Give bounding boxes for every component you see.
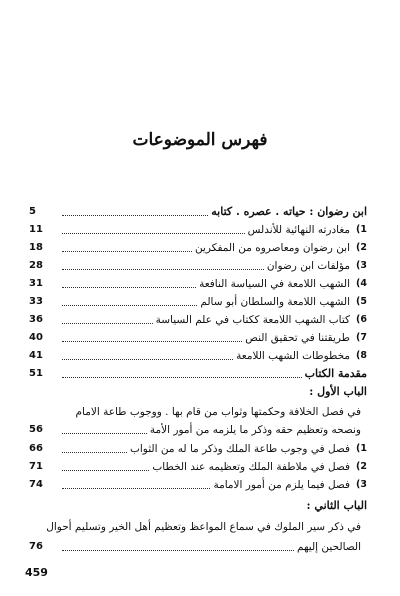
- entry-number: 3): [356, 260, 367, 271]
- entry-title: الشهب اللامعة والسلطان أبو سالم: [200, 296, 351, 308]
- entry-text: في ذكر سير الملوك في سماع المواعظ وتعظيم أهل الخير وتسليم أحوال: [46, 521, 361, 533]
- entry-title: ابن رضوان ومعاصروه من المفكرين: [194, 242, 351, 254]
- dot-leader: [62, 341, 242, 342]
- entry-title: فصل في ملاطفة الملك وتعظيمه عند الخطاب: [152, 461, 351, 473]
- entry-text: الصالحين إليهم: [296, 541, 361, 553]
- entry-title: مقدمة الكتاب: [304, 367, 367, 380]
- dot-leader: [62, 305, 197, 306]
- entry-number: 2): [356, 461, 367, 472]
- page-ref: 66: [29, 443, 43, 454]
- page-ref: 5: [29, 206, 36, 217]
- toc-entry: [29, 202, 367, 219]
- dot-leader: [62, 488, 210, 489]
- toc-entry: [29, 292, 367, 309]
- toc-entry: [29, 364, 367, 381]
- dot-leader: [62, 359, 233, 360]
- toc-entry: [29, 256, 367, 273]
- toc-entry: [29, 220, 367, 237]
- entry-number: 1): [356, 443, 367, 454]
- toc-entry: [29, 475, 367, 492]
- page-ref: 40: [29, 332, 43, 343]
- dot-leader: [62, 377, 302, 378]
- dot-leader: [62, 251, 192, 252]
- entry-number: 7): [356, 332, 367, 343]
- entry-number: 3): [356, 479, 367, 490]
- entry-number: 4): [356, 278, 367, 289]
- page-ref: 51: [29, 368, 43, 379]
- entry-text: في فصل الخلافة وحكمتها وثواب من قام بها . ووجوب طاعة الامام: [75, 406, 361, 418]
- entry-title: فصل فيما يلزم من أمور الامامة: [213, 479, 351, 491]
- dot-leader: [62, 215, 208, 216]
- page-title: فهرس الموضوعات: [132, 130, 268, 150]
- entry-title: مخطوطات الشهب اللامعة: [236, 350, 351, 362]
- toc-entry-line: [29, 517, 367, 534]
- page-ref: 36: [29, 314, 43, 325]
- section-title: الباب الثاني :: [306, 499, 367, 512]
- page-ref: 33: [29, 296, 43, 307]
- entry-title: طريقتنا في تحقيق النص: [245, 332, 351, 344]
- entry-title: الشهب اللامعة في السياسة النافعة: [199, 278, 351, 290]
- dot-leader: [62, 323, 153, 324]
- toc-entry-line: [29, 402, 367, 419]
- toc-entry: [29, 328, 367, 345]
- dot-leader: [62, 550, 294, 551]
- dot-leader: [62, 470, 149, 471]
- section-heading: [29, 496, 367, 513]
- toc-entry: [29, 346, 367, 363]
- toc-entry: [29, 420, 367, 437]
- page-ref: 31: [29, 278, 43, 289]
- page-ref: 74: [29, 479, 43, 490]
- entry-title: فصل في وجوب طاعة الملك وذكر ما له من الثواب: [129, 443, 351, 455]
- page-ref: 76: [29, 541, 43, 552]
- entry-number: 1): [356, 224, 367, 235]
- toc-entry: [29, 274, 367, 291]
- section-title: الباب الأول :: [309, 385, 367, 398]
- dot-leader: [62, 452, 127, 453]
- entry-number: 2): [356, 242, 367, 253]
- entry-number: 8): [356, 350, 367, 361]
- entry-number: 5): [356, 296, 367, 307]
- toc-entry: [29, 537, 367, 554]
- page-ref: 28: [29, 260, 43, 271]
- entry-title: كتاب الشهب اللامعة ككتاب في علم السياسة: [155, 314, 351, 326]
- page-ref: 18: [29, 242, 43, 253]
- entry-title: ابن رضوان : حياته . عصره . كتابه: [211, 205, 367, 218]
- dot-leader: [62, 233, 245, 234]
- toc-entry: [29, 439, 367, 456]
- page-ref: 11: [29, 224, 43, 235]
- dot-leader: [62, 269, 264, 270]
- page-ref: 56: [29, 424, 43, 435]
- page-number: 459: [25, 566, 48, 579]
- toc-entry: [29, 310, 367, 327]
- entry-title: مغادرته النهائية للأندلس: [247, 224, 351, 236]
- toc-entry: [29, 238, 367, 255]
- entry-number: 6): [356, 314, 367, 325]
- toc-entry: [29, 457, 367, 474]
- section-heading: [29, 382, 367, 399]
- dot-leader: [62, 433, 147, 434]
- page-ref: 71: [29, 461, 43, 472]
- dot-leader: [62, 287, 196, 288]
- entry-text: ونصحه وتعظيم حقه وذكر ما يلزمه من أمور الأمة: [149, 424, 361, 436]
- page-ref: 41: [29, 350, 43, 361]
- entry-title: مؤلفات ابن رضوان: [266, 260, 351, 272]
